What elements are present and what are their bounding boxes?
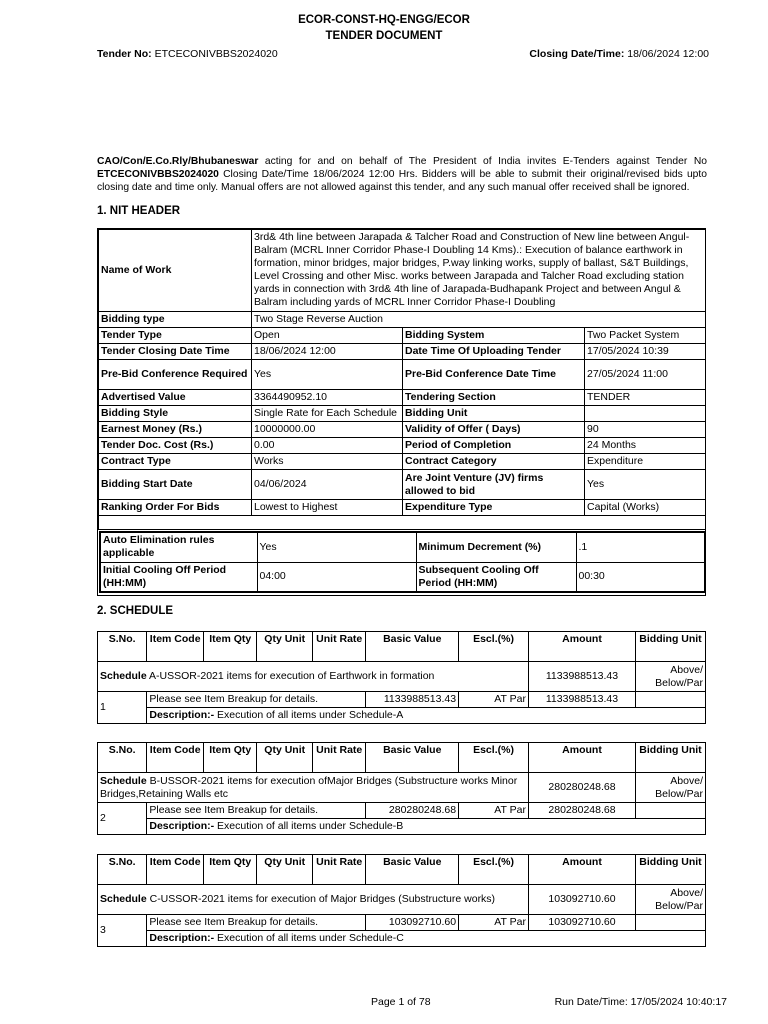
schedule-column-header: Escl.(%) xyxy=(459,743,529,773)
nit-label: Tendering Section xyxy=(403,390,585,406)
schedule-bidding-unit: Above/ Below/Par xyxy=(635,662,705,692)
item-breakup-note: Please see Item Breakup for details. xyxy=(147,803,366,819)
schedule-header-row xyxy=(98,855,706,885)
schedule-sno: 3 xyxy=(98,915,147,947)
schedule-basic-value: 1133988513.43 xyxy=(366,692,459,708)
nit-value: 3364490952.10 xyxy=(252,390,403,406)
nit-value: Open xyxy=(252,328,403,344)
schedule-description xyxy=(147,708,706,724)
nit-value: 04/06/2024 xyxy=(252,470,403,500)
schedule-title-row xyxy=(98,662,706,692)
auction-value: 00:30 xyxy=(576,562,705,592)
schedule-column-header: Escl.(%) xyxy=(459,632,529,662)
nit-row xyxy=(99,390,706,406)
nit-value: 27/05/2024 11:00 xyxy=(585,360,706,390)
nit-label: Tender Closing Date Time xyxy=(99,344,252,360)
nit-spacer-row xyxy=(99,516,706,530)
schedule-description-row xyxy=(98,931,706,947)
schedule-title-text: C-USSOR-2021 items for execution of Major Bridges (Substructure works) xyxy=(146,893,496,905)
schedule-sno: 1 xyxy=(98,692,147,724)
nit-value: 24 Months xyxy=(585,438,706,454)
auction-row xyxy=(100,532,705,562)
schedule-column-header: Qty Unit xyxy=(257,743,313,773)
nit-row xyxy=(99,344,706,360)
description-text: Execution of all items under Schedule-C xyxy=(214,932,404,944)
schedule-amount: 280280248.68 xyxy=(529,773,636,803)
nit-label: Bidding Start Date xyxy=(99,470,252,500)
nit-row xyxy=(99,360,706,390)
nit-label: Tender Type xyxy=(99,328,252,344)
nit-row xyxy=(99,406,706,422)
schedule-column-header: Unit Rate xyxy=(312,743,365,773)
schedule-column-header: S.No. xyxy=(98,855,147,885)
schedule-column-header: Item Code xyxy=(147,632,204,662)
description-label: Description:- xyxy=(149,820,215,832)
schedule-description-row xyxy=(98,708,706,724)
schedule-column-header: Item Code xyxy=(147,743,204,773)
nit-label: Period of Completion xyxy=(403,438,585,454)
schedule-item-unit xyxy=(635,915,705,931)
schedule-heading: 2. SCHEDULE xyxy=(97,605,174,617)
schedule-title-row xyxy=(98,885,706,915)
schedule-item-row xyxy=(98,692,706,708)
issuer: CAO/Con/E.Co.Rly/Bhubaneswar xyxy=(97,156,259,167)
schedule-column-header: S.No. xyxy=(98,743,147,773)
nit-label: Bidding Style xyxy=(99,406,252,422)
nit-label: Are Joint Venture (JV) firms allowed to bid xyxy=(403,470,585,500)
nit-row-name-of-work xyxy=(99,230,706,312)
nit-label: Contract Type xyxy=(99,454,252,470)
schedule-table xyxy=(97,742,706,835)
schedule-basic-value: 280280248.68 xyxy=(366,803,459,819)
tender-number-value: ETCECONIVBBS2024020 xyxy=(154,48,278,60)
run-datetime-label: Run Date/Time: xyxy=(554,996,628,1008)
organization-title: ECOR-CONST-HQ-ENGG/ECOR xyxy=(298,14,470,26)
item-breakup-note: Please see Item Breakup for details. xyxy=(147,915,366,931)
description-label: Description:- xyxy=(149,932,215,944)
schedule-column-header: Bidding Unit xyxy=(635,855,705,885)
schedule-column-header: Qty Unit xyxy=(257,632,313,662)
nit-value: Single Rate for Each Schedule xyxy=(252,406,403,422)
auction-row xyxy=(100,562,705,592)
nit-value: Yes xyxy=(585,470,706,500)
nit-value xyxy=(585,406,706,422)
auction-value: .1 xyxy=(576,532,705,562)
schedule-column-header: Unit Rate xyxy=(312,855,365,885)
schedule-title xyxy=(98,662,529,692)
schedule-column-header: Item Code xyxy=(147,855,204,885)
schedule-column-header: S.No. xyxy=(98,632,147,662)
nit-label: Pre-Bid Conference Required xyxy=(99,360,252,390)
nit-value: 10000000.00 xyxy=(252,422,403,438)
schedule-item-row xyxy=(98,803,706,819)
run-datetime-value: 17/05/2024 10:40:17 xyxy=(630,996,727,1008)
schedule-title-text: A-USSOR-2021 items for execution of Earthwork in formation xyxy=(146,670,435,682)
nit-value: Expenditure xyxy=(585,454,706,470)
nit-label: Bidding Unit xyxy=(403,406,585,422)
schedule-title-row xyxy=(98,773,706,803)
run-datetime xyxy=(555,996,727,1008)
intro-text-2: Closing Date/Time 18/06/2024 12:00 Hrs. Bidders will be able to submit their original/revised bids upto closing date and time only. Manual offers are not allowed against this tender, and any such manual offer received shall be ignored. xyxy=(97,169,707,193)
schedule-description-row xyxy=(98,819,706,835)
schedule-header-row xyxy=(98,743,706,773)
nit-value: Lowest to Highest xyxy=(252,500,403,516)
schedule-column-header: Basic Value xyxy=(366,855,459,885)
schedule-column-header: Basic Value xyxy=(366,743,459,773)
nit-row xyxy=(99,454,706,470)
schedule-column-header: Escl.(%) xyxy=(459,855,529,885)
schedule-title xyxy=(98,885,529,915)
nit-label: Contract Category xyxy=(403,454,585,470)
schedule-sno: 2 xyxy=(98,803,147,835)
nit-value: Yes xyxy=(252,360,403,390)
closing-datetime-value: 18/06/2024 12:00 xyxy=(627,48,709,60)
schedule-column-header: Bidding Unit xyxy=(635,632,705,662)
schedule-item-amount: 1133988513.43 xyxy=(529,692,636,708)
nit-spacer-cell xyxy=(99,516,706,530)
auction-table xyxy=(99,531,706,593)
schedule-escalation: AT Par xyxy=(459,803,529,819)
schedule-item-unit xyxy=(635,803,705,819)
nit-row xyxy=(99,422,706,438)
nit-header-box xyxy=(97,228,706,596)
schedule-column-header: Amount xyxy=(529,743,636,773)
nit-label: Tender Doc. Cost (Rs.) xyxy=(99,438,252,454)
nit-label: Date Time Of Uploading Tender xyxy=(403,344,585,360)
auction-label: Initial Cooling Off Period (HH:MM) xyxy=(100,562,257,592)
schedule-basic-value: 103092710.60 xyxy=(366,915,459,931)
tender-number-label: Tender No: xyxy=(97,48,152,60)
nit-label: Bidding System xyxy=(403,328,585,344)
intro-text-1: acting for and on behalf of The President of India invites E-Tenders against Tender No xyxy=(258,156,707,167)
schedule-amount: 103092710.60 xyxy=(529,885,636,915)
nit-label: Earnest Money (Rs.) xyxy=(99,422,252,438)
nit-table xyxy=(98,229,706,530)
nit-value: Capital (Works) xyxy=(585,500,706,516)
nit-value: 0.00 xyxy=(252,438,403,454)
schedule-escalation: AT Par xyxy=(459,915,529,931)
nit-label: Advertised Value xyxy=(99,390,252,406)
nit-row xyxy=(99,470,706,500)
item-breakup-note: Please see Item Breakup for details. xyxy=(147,692,366,708)
auction-label: Auto Elimination rules applicable xyxy=(100,532,257,562)
schedule-header-row xyxy=(98,632,706,662)
nit-header-heading: 1. NIT HEADER xyxy=(97,205,181,217)
nit-row xyxy=(99,438,706,454)
schedule-description xyxy=(147,931,706,947)
nit-row xyxy=(99,500,706,516)
nit-value: 90 xyxy=(585,422,706,438)
nit-value: Works xyxy=(252,454,403,470)
page-number: Page 1 of 78 xyxy=(371,996,431,1008)
closing-datetime xyxy=(529,48,709,60)
nit-value: TENDER xyxy=(585,390,706,406)
intro-paragraph xyxy=(97,155,707,194)
schedule-column-header: Basic Value xyxy=(366,632,459,662)
nit-value: 17/05/2024 10:39 xyxy=(585,344,706,360)
nit-label: Validity of Offer ( Days) xyxy=(403,422,585,438)
schedule-label: Schedule xyxy=(100,774,147,787)
auction-value: Yes xyxy=(257,532,416,562)
nit-label: Pre-Bid Conference Date Time xyxy=(403,360,585,390)
name-of-work-label: Name of Work xyxy=(99,230,252,312)
schedule-column-header: Item Qty xyxy=(203,855,256,885)
intro-tender-number: ETCECONIVBBS2024020 xyxy=(97,169,219,180)
description-text: Execution of all items under Schedule-A xyxy=(214,709,404,721)
schedule-bidding-unit: Above/ Below/Par xyxy=(635,773,705,803)
bidding-type-label: Bidding type xyxy=(99,312,252,328)
schedule-column-header: Unit Rate xyxy=(312,632,365,662)
auction-label: Subsequent Cooling Off Period (HH:MM) xyxy=(416,562,576,592)
nit-row xyxy=(99,328,706,344)
schedule-column-header: Bidding Unit xyxy=(635,743,705,773)
schedule-item-row xyxy=(98,915,706,931)
closing-datetime-label: Closing Date/Time: xyxy=(529,48,625,60)
schedule-escalation: AT Par xyxy=(459,692,529,708)
nit-value: Two Packet System xyxy=(585,328,706,344)
schedule-title xyxy=(98,773,529,803)
schedule-label: Schedule xyxy=(100,670,147,682)
auction-label: Minimum Decrement (%) xyxy=(416,532,576,562)
schedule-description xyxy=(147,819,706,835)
auction-value: 04:00 xyxy=(257,562,416,592)
tender-number xyxy=(97,48,278,60)
schedule-bidding-unit: Above/ Below/Par xyxy=(635,885,705,915)
nit-row-bidding-type xyxy=(99,312,706,328)
schedule-column-header: Amount xyxy=(529,632,636,662)
schedule-table xyxy=(97,631,706,724)
schedule-column-header: Item Qty xyxy=(203,632,256,662)
schedule-amount: 1133988513.43 xyxy=(529,662,636,692)
nit-label: Ranking Order For Bids xyxy=(99,500,252,516)
schedule-item-amount: 103092710.60 xyxy=(529,915,636,931)
schedule-title-text: B-USSOR-2021 items for execution ofMajor Bridges (Substructure works Minor Bridges,Retaining Walls etc xyxy=(100,774,518,800)
schedule-label: Schedule xyxy=(100,893,147,905)
schedule-item-unit xyxy=(635,692,705,708)
name-of-work-value: 3rd& 4th line between Jarapada & Talcher Road and Construction of New line between Angul-Balram (MCRL Inner Corridor Phase-I Doubling 14 Kms).: Execution of balance earthwork in formation, minor bridges, major bridges, P.way linking works, supply of ballast, S&T Buildings, Level Crossing and other Misc. works between Jarapada and Talcher Road excluding station yards in connection with 3rd& 4th line of Jarapada-Budhapank Project and between Angul & Balram including yards of MCRL Inner Corridor Phase-I Doubling xyxy=(252,230,706,312)
schedule-column-header: Qty Unit xyxy=(257,855,313,885)
nit-label: Expenditure Type xyxy=(403,500,585,516)
document-title: TENDER DOCUMENT xyxy=(325,30,443,42)
description-label: Description:- xyxy=(149,709,215,721)
schedule-column-header: Amount xyxy=(529,855,636,885)
nit-value: 18/06/2024 12:00 xyxy=(252,344,403,360)
schedule-column-header: Item Qty xyxy=(203,743,256,773)
description-text: Execution of all items under Schedule-B xyxy=(214,820,404,832)
schedule-item-amount: 280280248.68 xyxy=(529,803,636,819)
bidding-type-value: Two Stage Reverse Auction xyxy=(252,312,706,328)
schedule-table xyxy=(97,854,706,947)
